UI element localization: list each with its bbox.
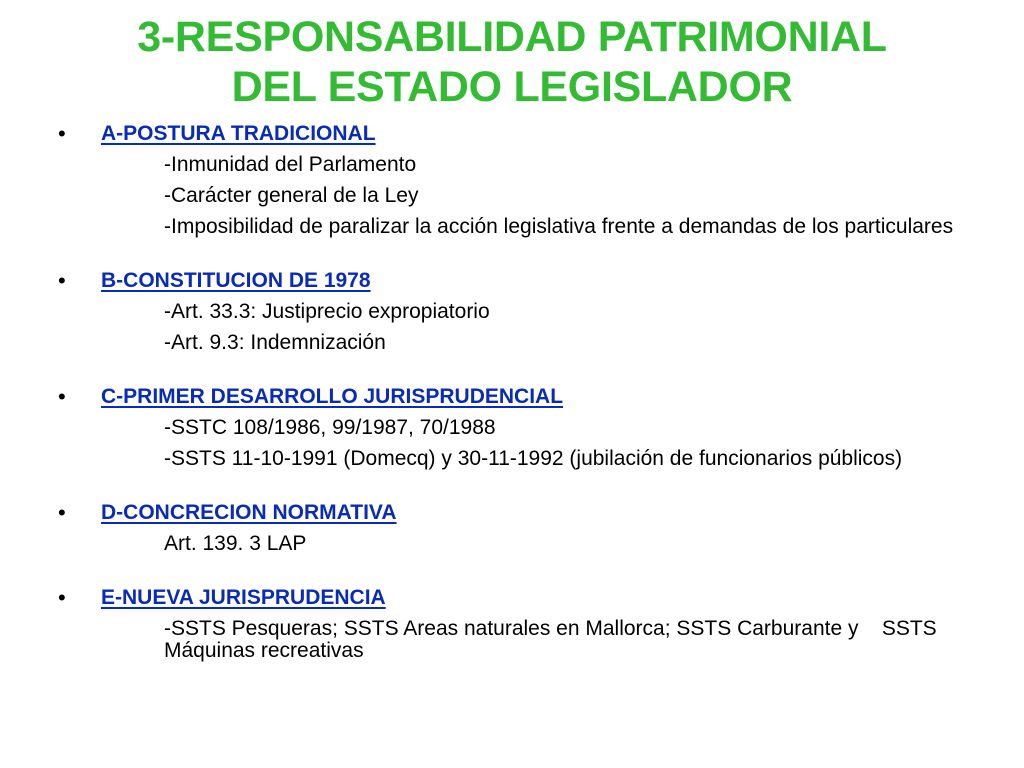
- section-a-heading-row: [0, 118, 1024, 150]
- bullet-list: [0, 118, 1024, 667]
- section-a-heading-link[interactable]: A-POSTURA TRADICIONAL: [101, 122, 376, 145]
- bullet-icon: •: [58, 268, 66, 293]
- section-c-item-1: -SSTC 108/1986, 99/1987, 70/1988: [164, 416, 496, 439]
- section-a-item-3: -Imposibilidad de paralizar la acción legislativa frente a demandas de los particulares: [164, 215, 954, 238]
- bullet-icon: •: [58, 384, 66, 409]
- bullet-icon: •: [58, 500, 66, 525]
- section-b-heading-link[interactable]: B-CONSTITUCION DE 1978: [101, 269, 371, 292]
- section-d: [0, 497, 1024, 560]
- section-e-item-1: -SSTS Pesqueras; SSTS Areas naturales en Mallorca; SSTS Carburante y SSTS Máquinas recreativas: [164, 617, 937, 662]
- section-e-heading-link[interactable]: E-NUEVA JURISPRUDENCIA: [101, 586, 386, 609]
- section-a-item-2: -Carácter general de la Ley: [164, 184, 419, 207]
- section-d-heading-link[interactable]: D-CONCRECION NORMATIVA: [101, 501, 397, 524]
- section-b: [0, 265, 1024, 359]
- slide-title-line-1: 3-RESPONSABILIDAD PATRIMONIAL: [137, 13, 887, 61]
- section-a: [0, 118, 1024, 243]
- section-c: [0, 381, 1024, 475]
- section-c-heading-row: [0, 381, 1024, 413]
- section-b-item-1: -Art. 33.3: Justiprecio expropiatorio: [164, 300, 490, 323]
- slide-title: [0, 12, 1024, 112]
- bullet-icon: •: [58, 121, 66, 146]
- section-e-heading-row: [0, 582, 1024, 614]
- section-d-heading-row: [0, 497, 1024, 529]
- bullet-icon: •: [58, 585, 66, 610]
- slide-title-line-2: DEL ESTADO LEGISLADOR: [231, 63, 793, 111]
- section-b-item-2: -Art. 9.3: Indemnización: [164, 331, 386, 354]
- section-e: [0, 582, 1024, 667]
- section-a-item-1: -Inmunidad del Parlamento: [164, 153, 417, 176]
- section-b-heading-row: [0, 265, 1024, 297]
- section-c-heading-link[interactable]: C-PRIMER DESARROLLO JURISPRUDENCIAL: [101, 385, 564, 408]
- section-d-item-1: Art. 139. 3 LAP: [164, 532, 307, 555]
- section-c-item-2: -SSTS 11-10-1991 (Domecq) y 30-11-1992 (jubilación de funcionarios públicos): [164, 447, 903, 470]
